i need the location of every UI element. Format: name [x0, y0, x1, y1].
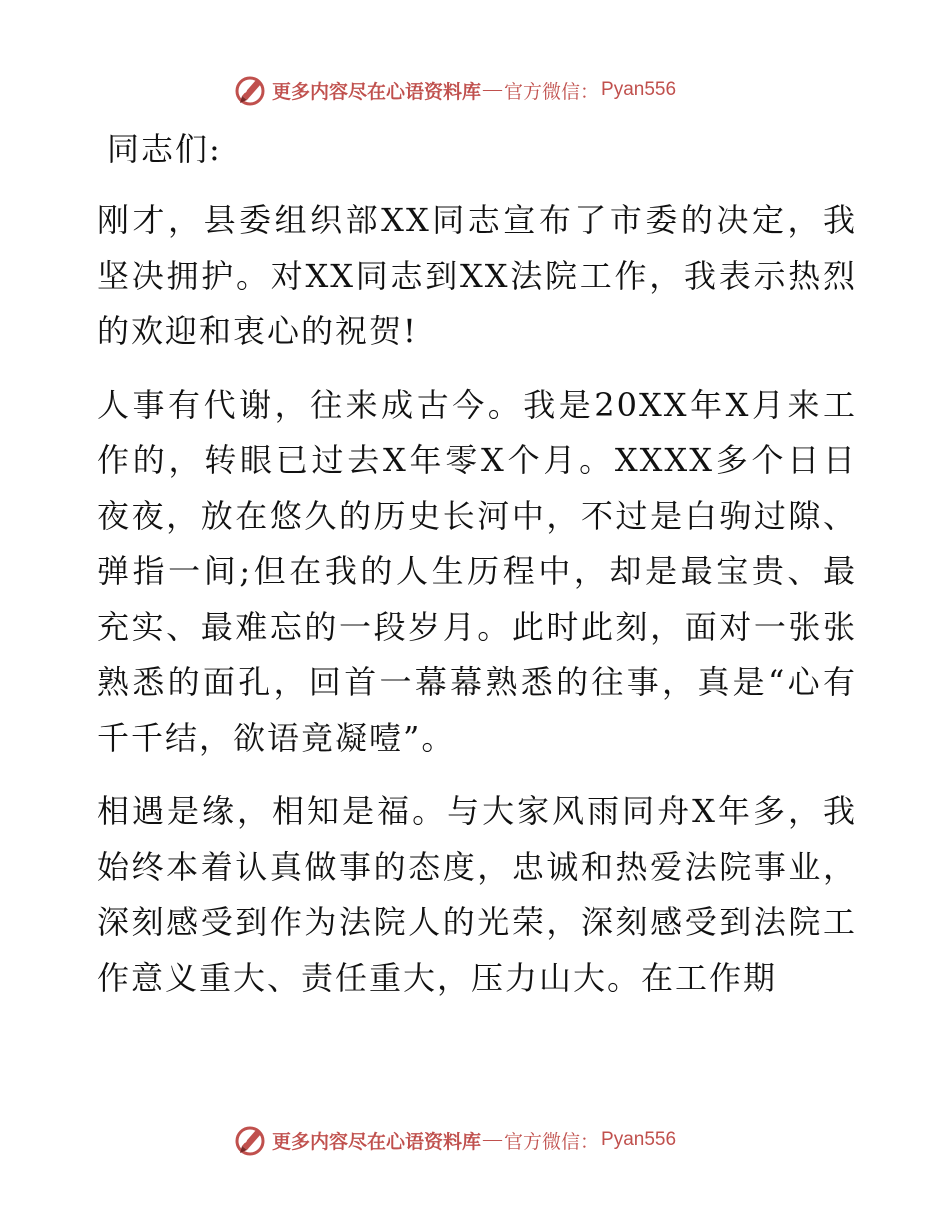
footer-wechat-id: Pyan556	[601, 1129, 677, 1150]
header-wechat-id: Pyan556	[601, 79, 677, 100]
footer-banner	[232, 1120, 676, 1160]
pen-logo-icon	[232, 1122, 268, 1158]
footer-dash: —	[483, 1129, 503, 1150]
header-wechat-label: 官方微信：	[504, 80, 600, 103]
greeting-text: 同志们:	[107, 130, 222, 168]
paragraph-1: 刚才，县委组织部XX同志宣布了市委的决定，我坚决拥护。对XX同志到XX法院工作，我表示热烈的欢迎和衷心的祝贺!	[97, 201, 857, 350]
header-banner	[232, 70, 676, 110]
pen-logo-icon	[232, 72, 268, 108]
header-site-text: 更多内容尽在心语资料库	[272, 81, 482, 103]
paragraph-2: 人事有代谢，往来成古今。我是20XX年X月来工作的，转眼已过去X年零X个月。XXXX多个日日夜夜，放在悠久的历史长河中，不过是白驹过隙、弹指一间;但在我的人生历程中，却是最宝贵、最充实、最难忘的一段岁月。此时此刻，面对一张张熟悉的面孔，回首一幕幕熟悉的往事，真是“心有千千结，欲语竟凝噎”。	[97, 385, 857, 757]
footer-site-text: 更多内容尽在心语资料库	[272, 1131, 482, 1153]
document-body	[97, 122, 857, 1006]
header-dash: —	[483, 79, 503, 100]
footer-wechat-label: 官方微信：	[504, 1130, 600, 1153]
paragraph-3: 相遇是缘，相知是福。与大家风雨同舟X年多，我始终本着认真做事的态度，忠诚和热爱法院事业，深刻感受到作为法院人的光荣，深刻感受到法院工作意义重大、责任重大，压力山大。在工作期	[97, 792, 857, 997]
